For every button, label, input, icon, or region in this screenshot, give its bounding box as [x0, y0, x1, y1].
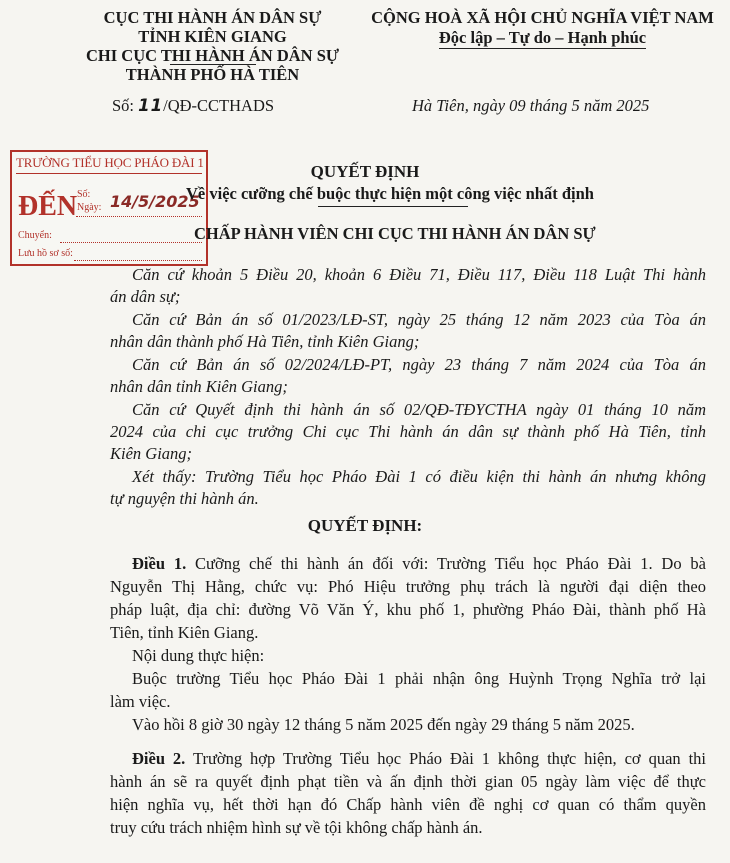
agency-line-3: CHI CỤC THI HÀNH ÁN DÂN SỰ	[85, 46, 340, 65]
time-line: Vào hồi 8 giờ 30 ngày 12 tháng 5 năm 2025 đến ngày 29 tháng 5 năm 2025.	[132, 715, 635, 734]
article-2-label: Điều 2.	[132, 749, 186, 768]
agency-line-2: TỈNH KIÊN GIANG	[138, 27, 287, 46]
stamp-ngay-label: Ngày:	[77, 202, 102, 213]
stamp-so-label: Số:	[77, 189, 91, 200]
basis-4-line-2: 2024 của chi cục trưởng Chi cục Thi hành án dân sự thành phố Hà Tiên, tỉnh	[110, 422, 706, 441]
article-2-line-3: hiện nghĩa vụ, hết thời hạn đó Chấp hành viên đề nghị cơ quan có thẩm quyền	[110, 795, 706, 814]
stamp-dotted-line	[76, 216, 202, 217]
stamp-handwritten-date: 14/5/2025	[110, 192, 200, 211]
content-line-2: làm việc.	[110, 692, 171, 711]
doc-no-prefix: Số:	[112, 96, 135, 115]
article-1-text: Cưỡng chế thi hành án đối với: Trường Tiểu học Pháo Đài 1. Do bà	[186, 554, 707, 573]
article-1-line-2: Nguyễn Thị Hằng, chức vụ: Phó Hiệu trưởng phụ trách là người đại diện theo	[110, 577, 706, 596]
finding-line-2: tự nguyện thi hành án.	[110, 489, 259, 508]
document-subject: Về việc cưỡng chế buộc thực hiện một công việc nhất định	[186, 184, 594, 203]
national-title: CỘNG HOÀ XÃ HỘI CHỦ NGHĨA VIỆT NAM	[371, 8, 714, 27]
article-2-line-2: hành án sẽ ra quyết định phạt tiền và ấn định thời gian 05 ngày làm việc để thực	[110, 772, 706, 791]
basis-4-line-3: Kiên Giang;	[110, 444, 193, 463]
content-label: Nội dung thực hiện:	[132, 646, 265, 665]
basis-1-line-2: án dân sự;	[110, 287, 181, 306]
basis-3-line-1: Căn cứ Bản án số 02/2024/LĐ-PT, ngày 23 tháng 7 năm 2024 của Tòa án	[132, 355, 706, 374]
stamp-chuyen-label: Chuyển:	[18, 230, 52, 241]
doc-no-suffix: /QĐ-CCTHADS	[163, 96, 275, 115]
issuing-officer: CHẤP HÀNH VIÊN CHI CỤC THI HÀNH ÁN DÂN SỰ	[194, 224, 596, 243]
finding-line-1: Xét thấy: Trường Tiểu học Pháo Đài 1 có điều kiện thi hành án nhưng không	[132, 467, 706, 486]
article-2-text: Trường hợp Trường Tiểu học Pháo Đài 1 không thực hiện, cơ quan thi	[185, 749, 706, 768]
basis-3-line-2: nhân dân tỉnh Kiên Giang;	[110, 377, 288, 396]
issuing-agency	[40, 8, 385, 84]
content-line-1: Buộc trường Tiểu học Pháo Đài 1 phải nhận ông Huỳnh Trọng Nghĩa trở lại	[132, 669, 706, 688]
decision-heading: QUYẾT ĐỊNH:	[307, 516, 423, 535]
stamp-school-name: TRƯỜNG TIỂU HỌC PHÁO ĐÀI 1	[16, 155, 202, 174]
article-1-label: Điều 1.	[132, 554, 187, 573]
agency-underline	[170, 64, 256, 65]
basis-4-line-1: Căn cứ Quyết định thi hành án số 02/QĐ-TĐYCTHA ngày 01 tháng 10 năm	[132, 400, 706, 419]
article-2-line-1	[132, 748, 706, 769]
dateline: Hà Tiên, ngày 09 tháng 5 năm 2025	[412, 96, 650, 115]
basis-2-line-2: nhân dân thành phố Hà Tiên, tỉnh Kiên Giang;	[110, 332, 420, 351]
article-1-line-1	[132, 553, 706, 574]
motto-text: Độc lập – Tự do – Hạnh phúc	[438, 28, 647, 47]
stamp-den: ĐẾN	[18, 191, 78, 222]
agency-line-1: CỤC THI HÀNH ÁN DÂN SỰ	[103, 8, 322, 27]
document-number	[112, 96, 274, 116]
subject-underline	[318, 206, 468, 207]
stamp-luu-label: Lưu hồ sơ số:	[18, 248, 73, 259]
national-motto	[360, 28, 725, 48]
basis-1-line-1: Căn cứ khoản 5 Điều 20, khoản 6 Điều 71, Điều 117, Điều 118 Luật Thi hành	[132, 265, 706, 284]
document-title: QUYẾT ĐỊNH	[310, 162, 420, 181]
basis-2-line-1: Căn cứ Bản án số 01/2023/LĐ-ST, ngày 25 tháng 12 năm 2023 của Tòa án	[132, 310, 706, 329]
article-2-line-4: truy cứu trách nhiệm hình sự về tội không chấp hành án.	[110, 818, 483, 837]
stamp-dotted-line	[60, 242, 202, 243]
article-1-line-3: pháp luật, địa chỉ: đường Võ Văn Ý, khu phố 1, phường Pháo Đài, thành phố Hà	[110, 600, 706, 619]
doc-no-handwritten: 11	[138, 96, 164, 115]
article-1-line-4: Tiên, tỉnh Kiên Giang.	[110, 623, 259, 642]
agency-line-4: THÀNH PHỐ HÀ TIÊN	[125, 65, 300, 84]
stamp-dotted-line	[74, 260, 202, 261]
